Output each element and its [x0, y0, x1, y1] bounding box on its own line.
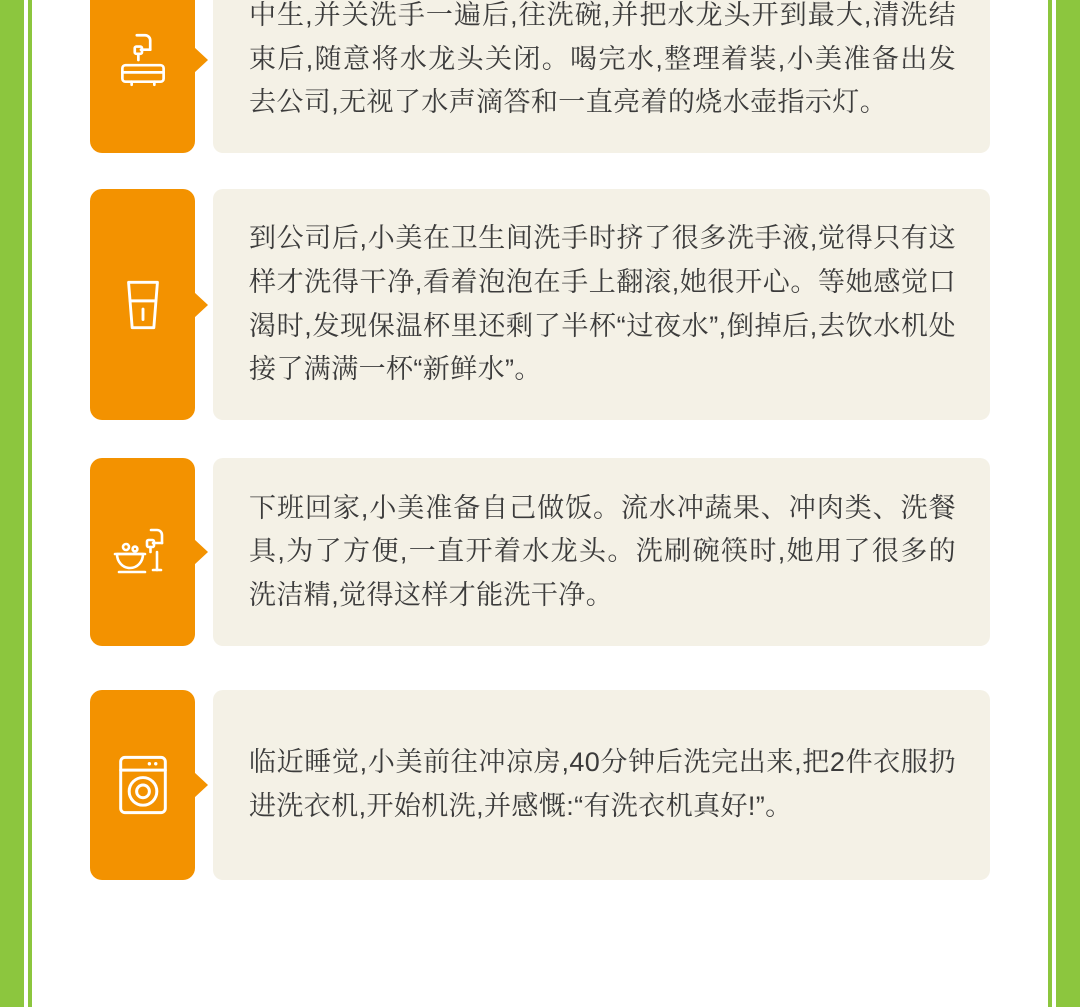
page-frame-left-bar [0, 0, 24, 1007]
card-text: 临近睡觉,小美前往冲凉房,40分钟后洗完出来,把2件衣服扔进洗衣机,开始机洗,并感慨:“有洗衣机真好!”。 [249, 747, 956, 822]
water-glass-icon [113, 272, 173, 338]
list-item [90, 690, 990, 880]
page-frame-right-line [1048, 0, 1052, 1007]
card-body [213, 690, 990, 880]
page-frame-left-line [28, 0, 32, 1007]
list-item [90, 189, 990, 420]
page-frame-right-bar [1056, 0, 1080, 1007]
dishwashing-sink-icon [107, 519, 179, 585]
card-body [213, 189, 990, 420]
card-text: 中生,并关洗手一遍后,往洗碗,并把水龙头开到最大,清洗结束后,随意将水龙头关闭。喝完水,整理着装,小美准备出发去公司,无视了水声滴答和一直亮着的烧水壶指示灯。 [249, 0, 956, 118]
card-icon-container [90, 0, 195, 153]
list-item [90, 458, 990, 646]
story-card-list [90, 0, 990, 916]
card-body [213, 0, 990, 153]
faucet-sink-icon [110, 27, 176, 93]
washing-machine-icon [112, 751, 174, 819]
card-body [213, 458, 990, 646]
card-icon-container [90, 690, 195, 880]
card-icon-container [90, 189, 195, 420]
content-column [40, 0, 1040, 1007]
card-text: 下班回家,小美准备自己做饭。流水冲蔬果、冲肉类、洗餐具,为了方便,一直开着水龙头。洗刷碗筷时,她用了很多的洗洁精,觉得这样才能洗干净。 [249, 492, 956, 610]
card-icon-container [90, 458, 195, 646]
card-text: 到公司后,小美在卫生间洗手时挤了很多洗手液,觉得只有这样才洗得干净,看着泡泡在手上翻滚,她很开心。等她感觉口渴时,发现保温杯里还剩了半杯“过夜水”,倒掉后,去饮水机处接了满满一杯“新鲜水”。 [249, 223, 956, 385]
list-item [90, 0, 990, 153]
